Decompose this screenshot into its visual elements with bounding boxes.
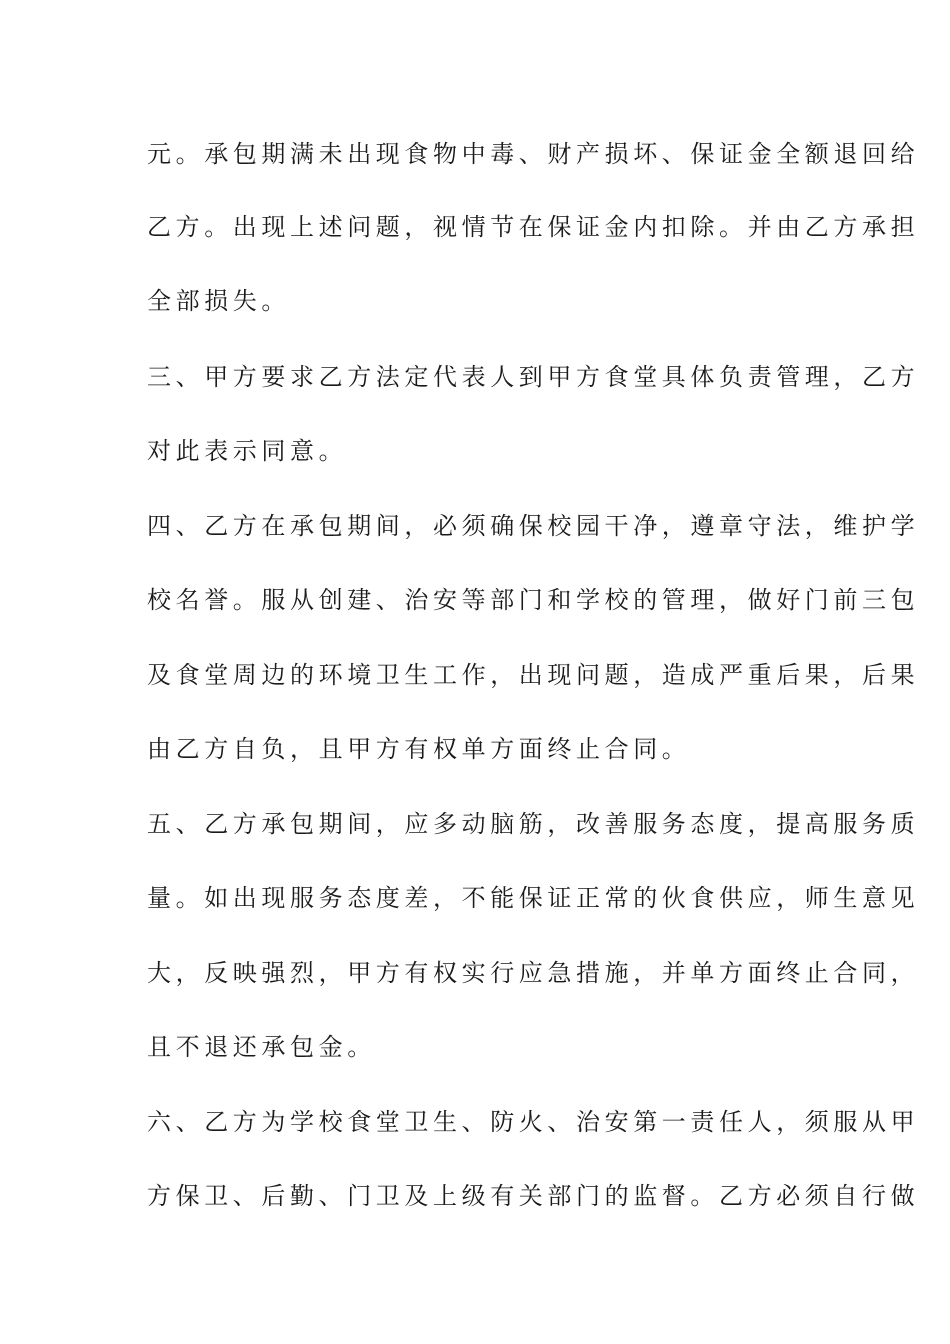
text-line: 及食堂周边的环境卫生工作，出现问题，造成严重后果，后果	[147, 661, 920, 689]
text-line: 且不退还承包金。	[147, 1033, 376, 1061]
text-line: 全部损失。	[147, 287, 290, 315]
text-line: 四、乙方在承包期间，必须确保校园干净，遵章守法，维护学	[147, 512, 920, 540]
text-line: 对此表示同意。	[147, 437, 348, 465]
text-line: 方保卫、后勤、门卫及上级有关部门的监督。乙方必须自行做	[147, 1182, 920, 1210]
text-line: 元。承包期满未出现食物中毒、财产损坏、保证金全额退回给	[147, 140, 920, 168]
text-line: 三、甲方要求乙方法定代表人到甲方食堂具体负责管理，乙方	[147, 363, 920, 391]
text-line: 由乙方自负，且甲方有权单方面终止合同。	[147, 735, 691, 763]
text-line: 五、乙方承包期间，应多动脑筋，改善服务态度，提高服务质	[147, 810, 920, 838]
text-line: 大，反映强烈，甲方有权实行应急措施，并单方面终止合同，	[147, 959, 920, 987]
text-line: 量。如出现服务态度差，不能保证正常的伙食供应，师生意见	[147, 884, 920, 912]
text-line: 乙方。出现上述问题，视情节在保证金内扣除。并由乙方承担	[147, 213, 920, 241]
text-line: 六、乙方为学校食堂卫生、防火、治安第一责任人，须服从甲	[147, 1108, 920, 1136]
text-line: 校名誉。服从创建、治安等部门和学校的管理，做好门前三包	[147, 586, 920, 614]
